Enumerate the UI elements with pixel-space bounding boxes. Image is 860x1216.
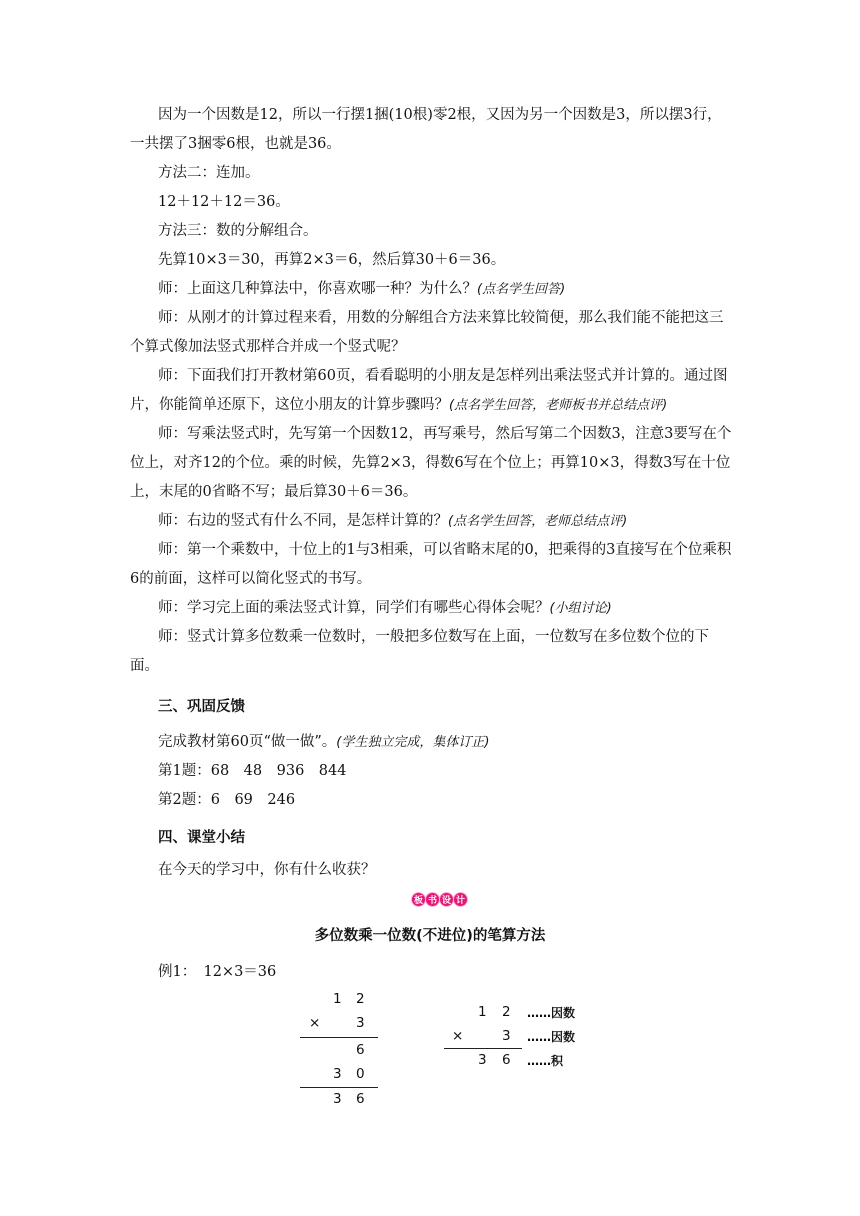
paragraph-1: 因为一个因数是12，所以一行摆1捆(10根)零2根，又因为另一个因数是3，所以摆3行，一共摆了3捆零6根，也就是36。 (130, 107, 722, 152)
factor-label: ……因数 (527, 1030, 576, 1044)
product-label: ……积 (527, 1054, 564, 1068)
section-heading-3: 三、巩固反馈 (158, 699, 245, 715)
digit: 1 (333, 991, 342, 1007)
calc-rule (300, 1087, 378, 1088)
paragraph-9: 师：写乘法竖式时，先写第一个因数12，再写乘号，然后写第二个因数3，注意3要写在个位上，对齐12的个位。乘的时候，先算2×3，得数6写在个位上；再算10×3，得数3写在十位上，末尾的0省略不写；最后算30＋6＝36。 (130, 426, 732, 500)
paragraph-3: 12＋12＋12＝36。 (158, 194, 290, 210)
paragraph-8: 师：下面我们打开教材第60页，看看聪明的小朋友是怎样列出乘法竖式并计算的。通过图片，你能简单还原下，这位小朋友的计算步骤吗？(点名学生回答，老师板书并总结点评) (130, 368, 728, 413)
badge-char: 设 (440, 893, 453, 906)
badge-char: 板 (412, 893, 425, 906)
paragraph-6: 师：上面这几种算法中，你喜欢哪一种？为什么？(点名学生回答) (158, 281, 566, 297)
section4-line1: 在今天的学习中，你有什么收获？ (158, 862, 376, 878)
badge-char: 计 (454, 893, 467, 906)
section3-q1: 第1题：68 48 936 844 (158, 763, 347, 779)
paragraph-10: 师：右边的竖式有什么不同，是怎样计算的？(点名学生回答，老师总结点评) (158, 513, 628, 529)
teaching-note: (小组讨论) (549, 601, 612, 616)
board-title: 多位数乘一位数(不进位)的笔算方法 (314, 928, 546, 944)
paragraph-2: 方法二：连加。 (158, 165, 260, 181)
paragraph-12: 师：学习完上面的乘法竖式计算，同学们有哪些心得体会呢？(小组讨论) (158, 600, 612, 616)
teaching-note: (点名学生回答) (477, 282, 566, 297)
multiply-sign: × (309, 1015, 321, 1031)
badge-char: 书 (426, 893, 439, 906)
calc-rule (300, 1037, 378, 1038)
digit: 1 (478, 1004, 487, 1020)
digit: 3 (356, 1015, 365, 1031)
digit: 0 (356, 1066, 365, 1082)
teaching-note: (点名学生回答，老师板书并总结点评) (449, 398, 668, 413)
multiply-sign: × (452, 1028, 464, 1044)
paragraph-13: 师：竖式计算多位数乘一位数时，一般把多位数写在上面，一位数写在多位数个位的下面。 (130, 629, 709, 674)
digit: 3 (478, 1052, 487, 1068)
digit: 3 (333, 1066, 342, 1082)
digit: 2 (502, 1004, 511, 1020)
teaching-note: (学生独立完成，集体订正) (336, 735, 490, 750)
board-example: 例1： 12×3＝36 (158, 964, 277, 980)
paragraph-11: 师：第一个乘数中，十位上的1与3相乘，可以省略末尾的0，把乘得的3直接写在个位乘积6的前面，这样可以简化竖式的书写。 (130, 542, 732, 587)
factor-label: ……因数 (527, 1006, 576, 1020)
teaching-note: (点名学生回答，老师总结点评) (448, 514, 628, 529)
section3-q2: 第2题：6 69 246 (158, 792, 296, 808)
digit: 3 (333, 1091, 342, 1107)
digit: 6 (356, 1042, 365, 1058)
digit: 6 (502, 1052, 511, 1068)
board-design-badge (412, 893, 467, 906)
paragraph-4: 方法三：数的分解组合。 (158, 223, 318, 239)
calc-rule (444, 1048, 522, 1049)
digit: 2 (356, 991, 365, 1007)
digit: 3 (502, 1028, 511, 1044)
digit: 6 (356, 1091, 365, 1107)
section3-line1: 完成教材第60页“做一做”。(学生独立完成，集体订正) (158, 734, 490, 750)
section-heading-4: 四、课堂小结 (158, 830, 245, 846)
paragraph-5: 先算10×3＝30，再算2×3＝6，然后算30＋6＝36。 (158, 252, 506, 268)
paragraph-7: 师：从刚才的计算过程来看，用数的分解组合方法来算比较简便，那么我们能不能把这三个算式像加法竖式那样合并成一个竖式呢？ (130, 310, 724, 355)
